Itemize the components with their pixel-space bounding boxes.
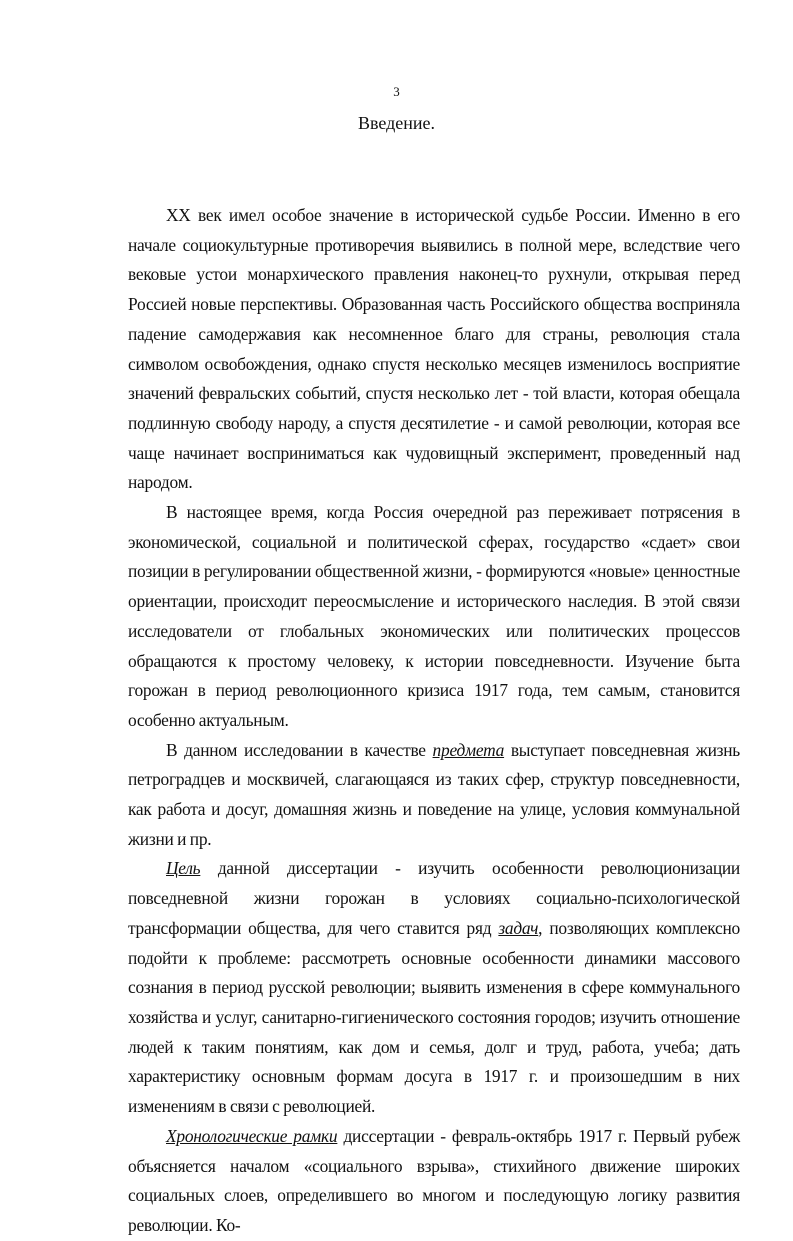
paragraph-subject-rest: выступает повседневная жизнь петроградцев и москвичей, слагающаяся из таких сфер, структур повседневности, как работа и досуг, домашняя жизнь и поведение на улице, условия коммунальной жизни и пр. — [128, 739, 740, 849]
page-number: 3 — [393, 84, 400, 99]
paragraph-intro: XX век имел особое значение в исторической судьбе России. Именно в его начале социокультурные противоречия выявились в полной мере, вследствие чего вековые устои монархического правления наконец-то рухнули, открывая перед Россией новые перспективы. Образованная часть Российского общества восприняла падение самодержавия как несомненное благо для страны, революция стала символом освобождения, однако спустя несколько месяцев изменилось восприятие значений февральских событий, спустя несколько лет - той власти, которая обещала подлинную свободу народу, а спустя десятилетие - и самой революции, которая все чаще начинает восприниматься как чудовищный эксперимент, проведенный над народом. — [128, 205, 740, 493]
term-goal: Цель — [166, 858, 201, 879]
paragraph-subject — [128, 736, 740, 855]
paragraph-chronology — [128, 1122, 740, 1241]
paragraph-goal-mid: данной диссертации - изучить особенности революционизации повседневной жизни горожан в условиях социально-психологической трансформации общества, для чего ставится ряд — [128, 858, 740, 938]
paragraph-subject-lead: В данном исследовании в качестве — [166, 739, 433, 760]
paragraph-chronology-rest: диссертации - февраль-октябрь 1917 г. Первый рубеж объясняется началом «социального взрыва», стихийного движение широких социальных слоев, определившего во многом и последующую логику развития революции. Ко- — [128, 1125, 740, 1235]
term-chronology: Хронологические рамки — [166, 1125, 338, 1146]
term-subject: предмета — [432, 739, 505, 760]
paragraph-goal-rest: , позволяющих комплексно подойти к проблеме: рассмотреть основные особенности динамики массового сознания в период русской революции; выявить изменения в сфере коммунального хозяйства и услуг, санитарно-гигиенического состояния городов; изучить отношение людей к таким понятиям, как дом и семья, долг и труд, работа, учеба; дать характеристику основным формам досуга в 1917 г. и произошедшим в них изменениям в связи с революцией. — [128, 917, 740, 1117]
page-title: Введение. — [357, 113, 436, 133]
paragraph-goal — [128, 854, 740, 1121]
term-tasks: задач — [498, 917, 539, 938]
document-body — [128, 201, 740, 1241]
paragraph-relevance: В настоящее время, когда Россия очередной раз переживает потрясения в экономической, социальной и политической сферах, государство «сдает» свои позиции в регулировании общественной жизни, - формируются «новые» ценностные ориентации, происходит переосмысление и исторического наследия. В этой связи исследователи от глобальных экономических или политических процессов обращаются к простому человеку, к истории повседневности. Изучение быта горожан в период революционного кризиса 1917 года, тем самым, становится особенно актуальным. — [128, 502, 740, 730]
